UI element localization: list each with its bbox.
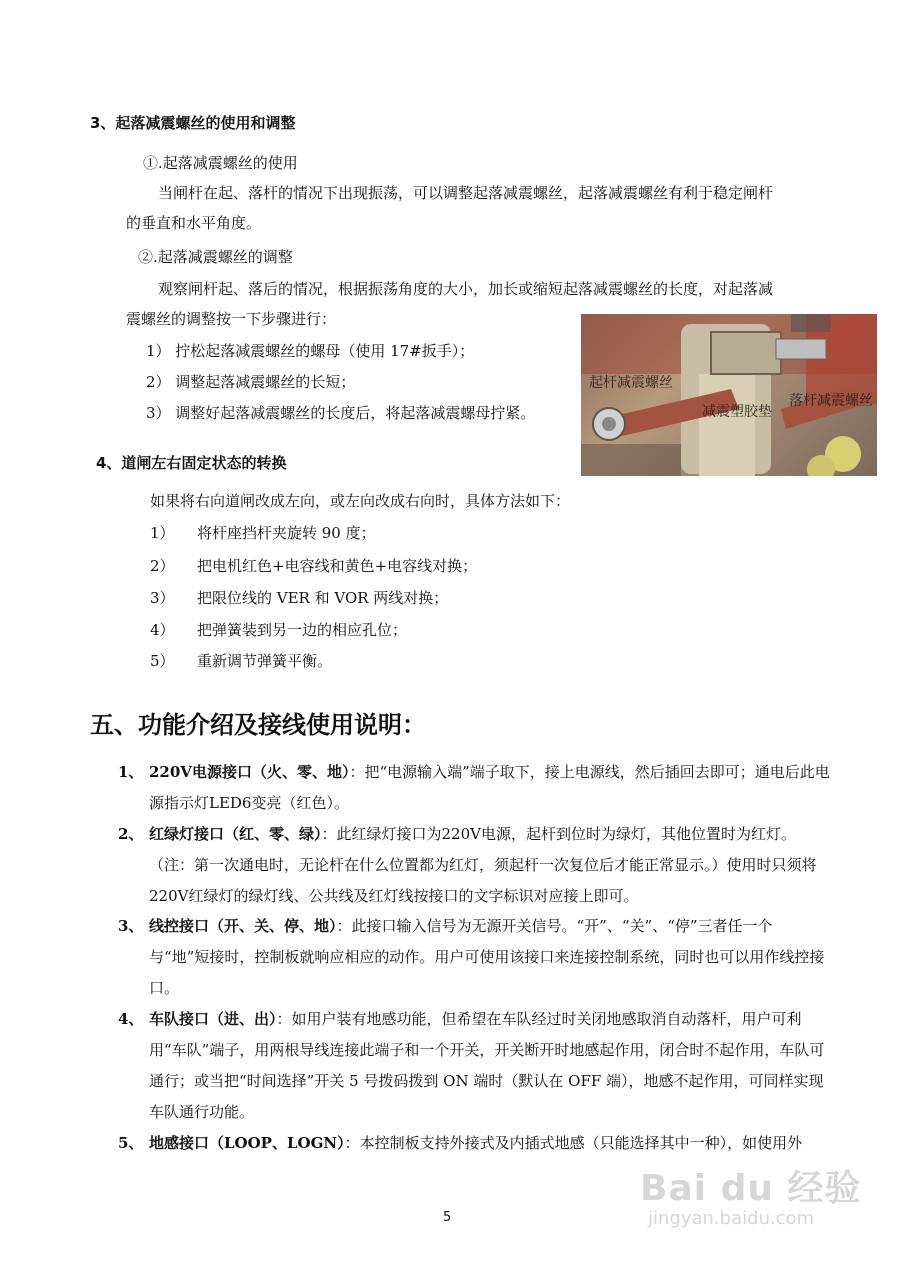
function-item xyxy=(118,757,830,819)
section-3-sub1-text-1: 当闸杆在起、落杆的情况下出现振荡，可以调整起落减震螺丝，起落减震螺丝有利于稳定闸杆 xyxy=(158,184,774,202)
photo-label-rubber-pad: 减震塑胶垫 xyxy=(702,404,772,420)
function-item xyxy=(118,911,830,1004)
function-item-number: 2、 xyxy=(118,825,144,843)
function-item-text: ：此红绿灯接口为220V电源，起杆到位时为绿灯，其他位置时为红灯。（注：第一次通电时，无论杆在什么位置都为红灯，须起杆一次复位后才能正常显示。）使用时只须将220V红绿灯的绿灯线、公共线及红灯线按接口的文字标识对应接上即可。 xyxy=(149,825,817,905)
function-item-text: ：把“电源输入端”端子取下，接上电源线，然后插回去即可；通电后此电源指示灯LED6变亮（红色）。 xyxy=(149,763,830,812)
function-item-text: ：本控制板支持外接式及内插式地感（只能选择其中一种），如使用外 xyxy=(344,1134,803,1152)
section-4-step-num: 5） xyxy=(150,652,175,670)
baidu-logo: Bai du 经验 xyxy=(640,1168,862,1209)
section-4-step-text: 把弹簧装到另一边的相应孔位； xyxy=(197,621,408,639)
function-item-number: 3、 xyxy=(118,917,144,935)
section-3-step-3: 3） 调整好起落减震螺丝的长度后，将起落减震螺母拧紧。 xyxy=(146,404,536,422)
function-item xyxy=(118,1004,830,1128)
function-item-title: 红绿灯接口（红、零、绿） xyxy=(149,825,322,843)
section-4-step-text: 将杆座挡杆夹旋转 90 度； xyxy=(197,524,376,542)
section-4-step-text: 把电机红色+电容线和黄色+电容线对换； xyxy=(197,557,478,575)
section-5-heading: 五、功能介绍及接线使用说明： xyxy=(90,711,426,739)
section-3-sub2: ②.起落减震螺丝的调整 xyxy=(138,248,293,266)
function-item-text: ：此接口输入信号为无源开关信号。“开”、“关”、“停”三者任一个与“地”短接时，控制板就响应相应的动作。用户可使用该接口来连接控制系统，同时也可以用作线控接口。 xyxy=(149,917,825,997)
function-item-title: 地感接口（LOOP、LOGN） xyxy=(149,1134,345,1152)
section-4-step-text: 重新调节弹簧平衡。 xyxy=(197,652,333,670)
section-3-step-1: 1） 拧松起落减震螺丝的螺母（使用 17#扳手）； xyxy=(146,342,475,360)
function-item-title: 车队接口（进、出） xyxy=(149,1010,277,1028)
page-number: 5 xyxy=(443,1210,452,1225)
function-item xyxy=(118,1128,830,1159)
section-4-step-num: 3） xyxy=(150,589,175,607)
baidu-watermark xyxy=(640,1160,862,1229)
function-item-title: 线控接口（开、关、停、地） xyxy=(149,917,337,935)
function-item-text: ：如用户装有地感功能，但希望在车队经过时关闭地感取消自动落杆，用户可利用“车队”端子，用两根导线连接此端子和一个开关，开关断开时地感起作用，闭合时不起作用，车队可通行；或当把“时间选择”开关 5 号拨码拨到 ON 端时（默认在 OFF 端），地感不起作用，可同样实现车队通行功能。 xyxy=(149,1010,825,1121)
section-3-step-2: 2） 调整起落减震螺丝的长短； xyxy=(146,373,356,391)
section-4-step-num: 2） xyxy=(150,557,175,575)
function-item-number: 4、 xyxy=(118,1010,144,1028)
section-4-heading: 4、道闸左右固定状态的转换 xyxy=(96,454,287,472)
damping-screw-photo xyxy=(581,314,877,476)
baidu-url: jingyan.baidu.com xyxy=(648,1208,815,1229)
section-4-step-num: 4） xyxy=(150,621,175,639)
photo-label-drop-screw: 落杆减震螺丝 xyxy=(789,393,873,409)
section-3-sub1: ①.起落减震螺丝的使用 xyxy=(143,154,298,172)
section-4-step-num: 1） xyxy=(150,524,175,542)
section-3-sub1-text-2: 的垂直和水平角度。 xyxy=(126,214,262,232)
section-3-sub2-text-1: 观察闸杆起、落后的情况，根据振荡角度的大小，加长或缩短起落减震螺丝的长度，对起落减 xyxy=(158,280,774,298)
section-3-heading: 3、起落减震螺丝的使用和调整 xyxy=(90,114,296,132)
function-item-number: 5、 xyxy=(118,1134,144,1152)
function-item xyxy=(118,819,830,912)
function-item-title: 220V电源接口（火、零、地） xyxy=(149,763,350,781)
section-4-intro: 如果将右向道闸改成左向，或左向改成右向时，具体方法如下： xyxy=(150,492,571,510)
photo-label-lift-screw: 起杆减震螺丝 xyxy=(589,375,673,391)
function-item-number: 1、 xyxy=(118,763,144,781)
section-4-step-text: 把限位线的 VER 和 VOR 两线对换； xyxy=(197,589,449,607)
section-3-sub2-text-2: 震螺丝的调整按一下步骤进行： xyxy=(126,310,337,328)
